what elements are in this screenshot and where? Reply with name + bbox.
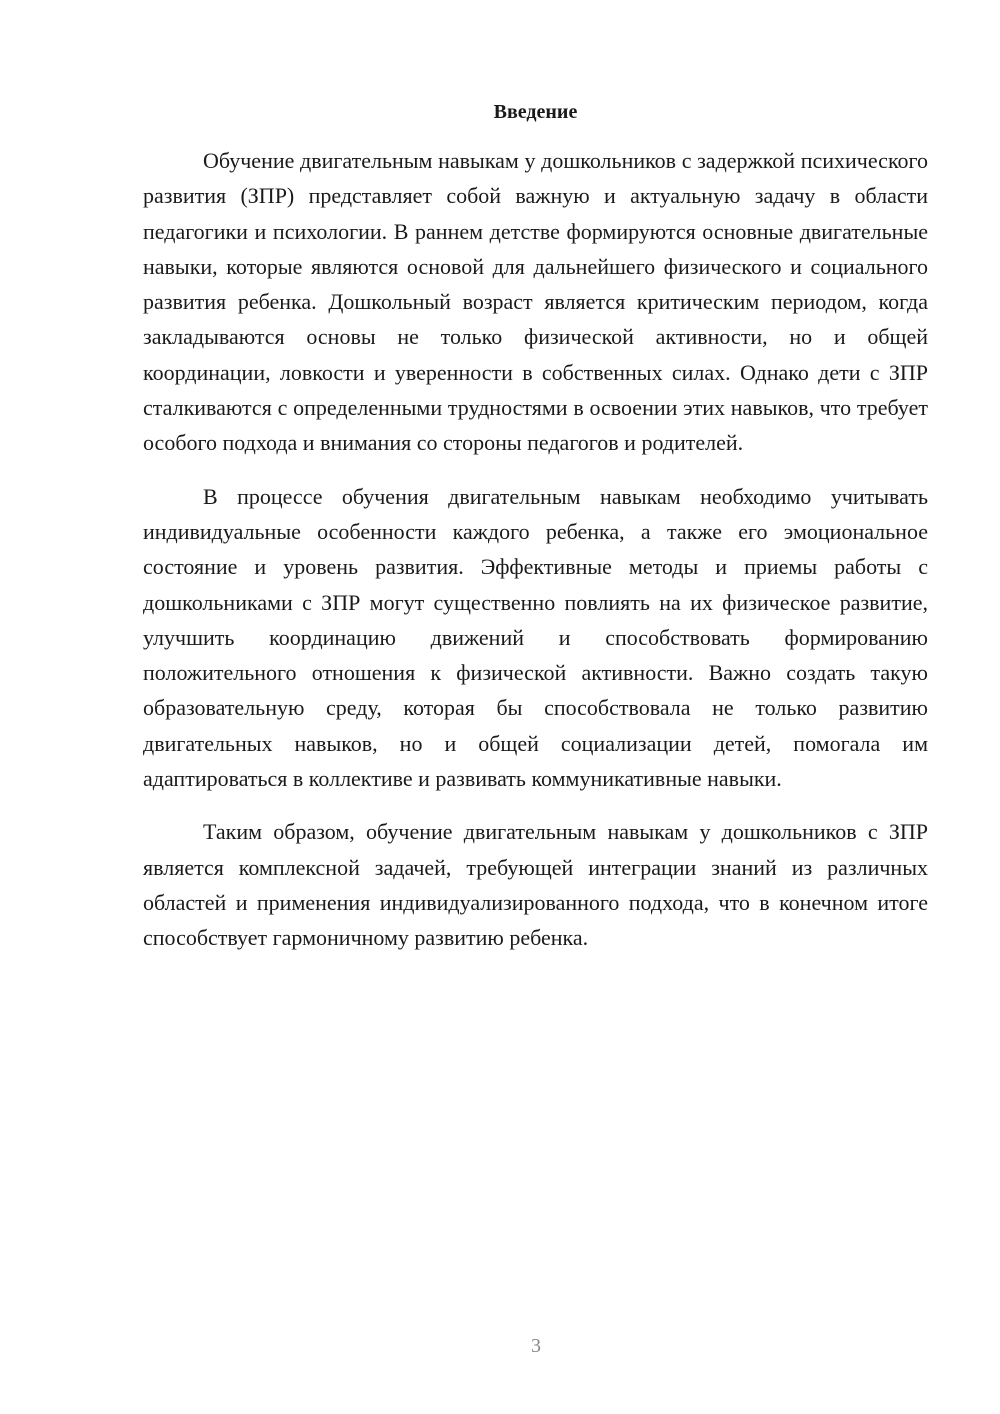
- page-title: Введение: [493, 101, 578, 123]
- paragraph: Обучение двигательным навыкам у дошкольников с задержкой психического развития (ЗПР) представляет собой важную и актуальную задачу в области педагогики и психологии. В раннем детстве формируются основные двигательные навыки, которые являются основой для дальнейшего физического и социального развития ребенка. Дошкольный возраст является критическим периодом, когда закладываются основы не только физической активности, но и общей координации, ловкости и уверенности в собственных силах. Однако дети с ЗПР сталкиваются с определенными трудностями в освоении этих навыков, что требует особого подхода и внимания со стороны педагогов и родителей.: [143, 148, 928, 456]
- page-number: 3: [531, 1335, 541, 1357]
- document-body: [143, 143, 928, 974]
- paragraph: В процессе обучения двигательным навыкам необходимо учитывать индивидуальные особенности каждого ребенка, а также его эмоциональное состояние и уровень развития. Эффективные методы и приемы работы с дошкольниками с ЗПР могут существенно повлиять на их физическое развитие, улучшить координацию движений и способствовать формированию положительного отношения к физической активности. Важно создать такую образовательную среду, которая бы способствовала не только развитию двигательных навыков, но и общей социализации детей, помогала им адаптироваться в коллективе и развивать коммуникативные навыки.: [143, 483, 928, 792]
- paragraph: Таким образом, обучение двигательным навыкам у дошкольников с ЗПР является комплексной задачей, требующей интеграции знаний из различных областей и применения индивидуализированного подхода, что в конечном итоге способствует гармоничному развитию ребенка.: [143, 819, 928, 951]
